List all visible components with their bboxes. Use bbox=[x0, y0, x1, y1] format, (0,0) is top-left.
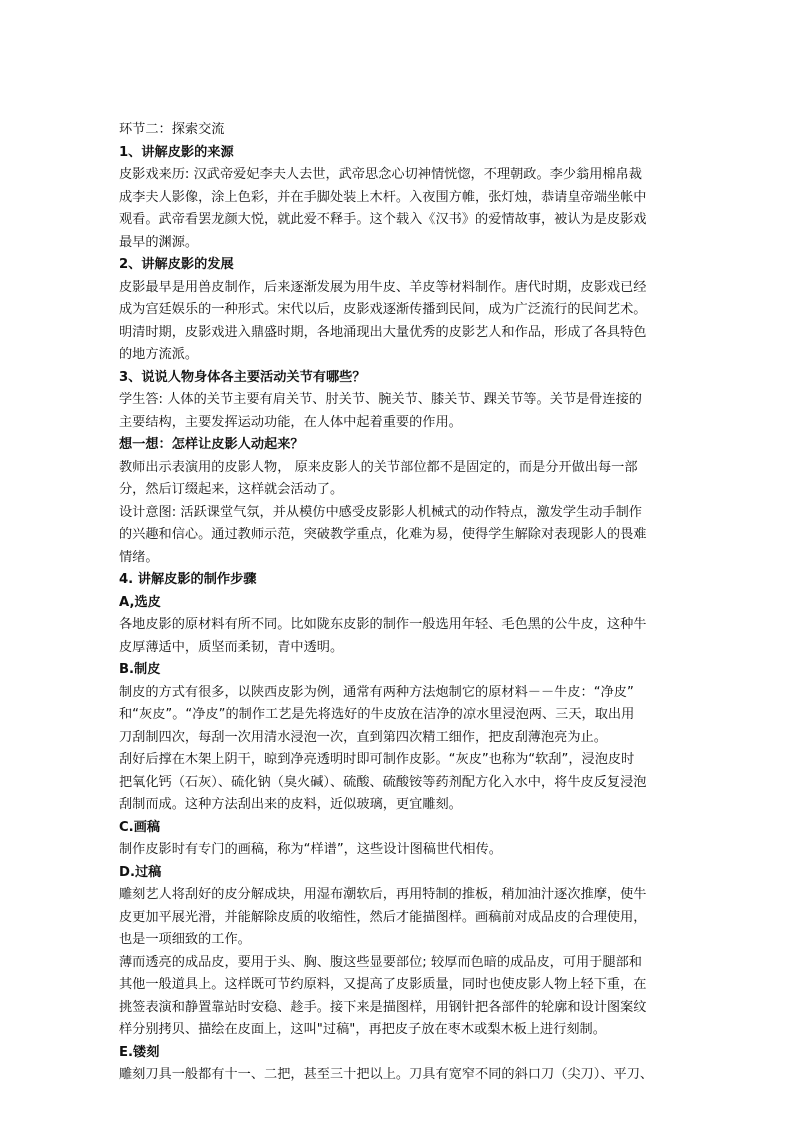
text-line: 观看。武帝看罢龙颜大悦，就此爱不释手。这个载入《汉书》的爱情故事，被认为是皮影戏 bbox=[119, 212, 647, 227]
section-heading: E.镂刻 bbox=[119, 1044, 160, 1060]
text-line: 雕刻艺人将刮好的皮分解成块，用湿布潮软后，再用特制的推板，稍加油汁逐次推摩，使牛 bbox=[119, 887, 647, 902]
text-line: 最早的渊源。 bbox=[119, 234, 199, 250]
document-body bbox=[119, 119, 685, 1087]
text-line: 挑签表演和静置靠站时安稳、趁手。接下来是描图样，用钢针把各部件的轮廓和设计图案纹 bbox=[119, 999, 647, 1015]
text-line: 雕刻刀具一般都有十一、二把，甚至三十把以上。刀具有宽窄不同的斜口刀（尖刀）、平刀、 bbox=[119, 1067, 654, 1082]
text-line: 成李夫人影像，涂上色彩，并在手脚处装上木杆。入夜围方帷，张灯烛，恭请皇帝端坐帐中 bbox=[119, 189, 647, 205]
section-heading: C.画稿 bbox=[119, 819, 161, 835]
text-line: 刀刮制四次，每刮一次用清水浸泡一次，直到第四次精工细作，把皮刮薄泡亮为止。 bbox=[119, 729, 607, 745]
section-heading: 2、讲解皮影的发展 bbox=[119, 257, 234, 272]
text-line: 其他一般道具上。这样既可节约原料，又提高了皮影质量，同时也使皮影人物上轻下重，在 bbox=[119, 977, 647, 992]
text-line: 样分别拷贝、描绘在皮面上，这叫"过稿"，再把皮子放在枣木或梨木板上进行刻制。 bbox=[119, 1022, 606, 1037]
text-line: 情绪。 bbox=[119, 549, 159, 565]
text-line: 皮影最早是用兽皮制作，后来逐渐发展为用牛皮、羊皮等材料制作。唐代时期，皮影戏已经 bbox=[119, 279, 647, 295]
text-line: 刮好后撑在木架上阴干，晾到净亮透明时即可制作皮影。“灰皮”也称为“软刮”，浸泡皮时 bbox=[119, 752, 635, 767]
section-heading: A,选皮 bbox=[119, 594, 161, 610]
text-line: 制作皮影时有专门的画稿，称为“样谱”，这些设计图稿世代相传。 bbox=[119, 842, 502, 857]
section-heading: B.制皮 bbox=[119, 662, 161, 677]
text-line: 的地方流派。 bbox=[119, 347, 199, 362]
text-line: 制皮的方式有很多，以陕西皮影为例，通常有两种方法炮制它的原材料－－牛皮：“净皮” bbox=[119, 684, 634, 700]
text-line: 皮厚薄适中，质坚而柔韧，青中透明。 bbox=[119, 639, 344, 655]
text-line: 环节二：探索交流 bbox=[119, 122, 225, 137]
text-line: 分，然后订缀起来，这样就会活动了。 bbox=[119, 482, 344, 497]
section-heading: D.过稿 bbox=[119, 864, 162, 880]
text-line: 薄而透亮的成品皮，要用于头、胸、腹这些显要部位; 较厚而色暗的成品皮，可用于腿部和 bbox=[119, 954, 642, 970]
text-line: 学生答: 人体的关节主要有肩关节、肘关节、腕关节、膝关节、踝关节等。关节是骨连接的 bbox=[119, 392, 642, 407]
section-heading: 想一想：怎样让皮影人动起来？ bbox=[119, 437, 304, 452]
text-line: 设计意图: 活跃课堂气氛，并从模仿中感受皮影影人机械式的动作特点，激发学生动手制作 bbox=[119, 504, 642, 520]
text-line: 的兴趣和信心。通过教师示范，突破教学重点，化难为易，使得学生解除对表现影人的畏难 bbox=[119, 527, 647, 542]
text-line: 刮制而成。这种方法刮出来的皮料，近似玻璃，更宜雕刻。 bbox=[119, 797, 462, 812]
text-line: 各地皮影的原材料有所不同。比如陇东皮影的制作一般选用年轻、毛色黑的公牛皮，这种牛 bbox=[119, 617, 647, 632]
text-line: 主要结构，主要发挥运动功能，在人体中起着重要的作用。 bbox=[119, 414, 462, 430]
text-line: 也是一项细致的工作。 bbox=[119, 932, 251, 947]
text-line: 皮影戏来历: 汉武帝爱妃李夫人去世，武帝思念心切神情恍惚，不理朝政。李少翁用棉帛裁 bbox=[119, 167, 642, 182]
text-line: 成为宫廷娱乐的一种形式。宋代以后，皮影戏逐渐传播到民间，成为广泛流行的民间艺术。 bbox=[119, 302, 647, 317]
text-line: 皮更加平展光滑，并能解除皮质的收缩性，然后才能描图样。画稿前对成品皮的合理使用， bbox=[119, 909, 647, 925]
text-line: 把氧化钙（石灰）、硫化钠（臭火碱）、硫酸、硫酸铵等药剂配方化入水中，将牛皮反复浸泡 bbox=[119, 774, 647, 790]
text-line: 和“灰皮”。“净皮”的制作工艺是先将选好的牛皮放在洁净的凉水里浸泡两、三天，取出用 bbox=[119, 707, 635, 722]
section-heading: 4. 讲解皮影的制作步骤 bbox=[119, 572, 257, 587]
section-heading: 1、讲解皮影的来源 bbox=[119, 144, 234, 160]
text-line: 教师出示表演用的皮影人物， 原来皮影人的关节部位都不是固定的，而是分开做出每一部 bbox=[119, 459, 638, 475]
section-heading: 3、说说人物身体各主要活动关节有哪些？ bbox=[119, 369, 366, 385]
text-line: 明清时期，皮影戏进入鼎盛时期，各地涌现出大量优秀的皮影艺人和作品，形成了各具特色 bbox=[119, 324, 647, 340]
